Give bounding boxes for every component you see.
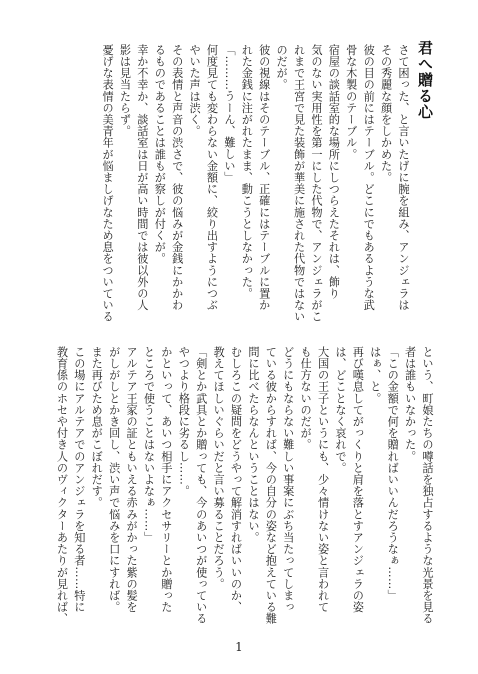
text-line: はぁ、と。 xyxy=(368,346,382,404)
text-line: れた金銭に注がれたまま、動こうとしなかった。 xyxy=(240,44,254,300)
text-line: どうにもならない難しい事案にぶち当たってしまっ xyxy=(281,346,295,613)
text-line: れまで王宮で見た装飾が華美に施された代物ではない xyxy=(292,44,306,323)
text-line: 問に比べたらなんということはない。 xyxy=(246,346,260,544)
text-line: かといって、あいつ相手にアクセサリーとか贈った xyxy=(159,346,173,613)
text-line: 何度見ても変わらない金額に、絞り出すようにつぶ xyxy=(205,44,219,311)
text-line: また再びため息がこぼれだす。 xyxy=(90,346,104,509)
text-line: その表情と声音の渋さで、彼の悩みが金銭にかかわ xyxy=(170,44,184,311)
text-line: 幸か不幸か、談話室は日が高い時間では彼以外の人 xyxy=(135,44,149,311)
text-line: 彼の視線はそのテーブル、正確にはテーブルに置か xyxy=(257,44,271,311)
text-line: 「この金額で何を贈ればいいんだろうなぁ……」 xyxy=(386,346,400,602)
text-line: 「剣とか武具とか贈っても、今のあいつが使っている xyxy=(194,346,208,625)
text-line: やつより格段に劣るし……。 xyxy=(177,346,191,497)
text-line: ところで使うことはないよなぁ……」 xyxy=(142,346,156,544)
text-line: その秀麗な顔をしかめた。 xyxy=(379,44,393,184)
text-line: という、町娘たちの噂話を独占するような光景を見る xyxy=(421,346,434,625)
text-block-bottom xyxy=(53,346,436,636)
text-line: さて困った、と言いたげに腕を組み、アンジェラは xyxy=(397,44,410,311)
text-line: 気のない実用性を第一にした代物で、アンジェラがこ xyxy=(309,44,323,323)
text-line: 骨な木製のテーブル。 xyxy=(344,44,358,160)
text-line: この場にアルテアでのアンジェラを知る者……特に xyxy=(72,346,86,613)
text-line: 大国の王子というにも、少々情けない姿と言われて xyxy=(316,346,330,613)
page-number: 1 xyxy=(235,640,243,654)
text-line: るものであることは誰もが察しが付くが。 xyxy=(153,44,167,265)
text-line: やいた声は渋く。 xyxy=(188,44,202,137)
text-block-top xyxy=(99,44,412,334)
text-line: のだが。 xyxy=(275,44,289,91)
text-line: ている彼からすれば、今の自分の姿など抱えている難 xyxy=(264,346,278,625)
text-line: 再び嘆息してがっくりと肩を落とすアンジェラの姿 xyxy=(351,346,365,613)
text-line: 者は誰もいなかった。 xyxy=(403,346,417,462)
text-line: 宿屋の談話室的な場所にしつらえたそれは、飾り xyxy=(327,44,341,300)
text-line: むしろこの疑問をどうやって解消すればいいのか、 xyxy=(229,346,243,613)
text-line: 憂げな表情の美青年が悩ましげなため息をついている xyxy=(101,44,115,323)
text-line: 教育係のホセや付き人のヴィクターあたりが見れば、 xyxy=(55,346,69,625)
text-line: も仕方ないのだが。 xyxy=(299,346,313,451)
text-line: 教えてほしいぐらいだと言い募ることだろう。 xyxy=(212,346,226,590)
text-line: アルテア王家の証ともいえる赤みがかった紫の髪を xyxy=(125,346,139,613)
text-line: がしがしとかき回し、渋い声で悩みを口にすれば。 xyxy=(107,346,121,613)
text-line: は、どことなく哀れで。 xyxy=(333,346,347,474)
page-title: 君へ贈る心 xyxy=(416,40,434,120)
text-line: 「………うーん、難しい」 xyxy=(222,44,236,184)
text-line: 彼の目の前にはテーブル。どこにでもあるような武 xyxy=(362,44,376,311)
text-line: 影は見当たらず。 xyxy=(118,44,132,137)
